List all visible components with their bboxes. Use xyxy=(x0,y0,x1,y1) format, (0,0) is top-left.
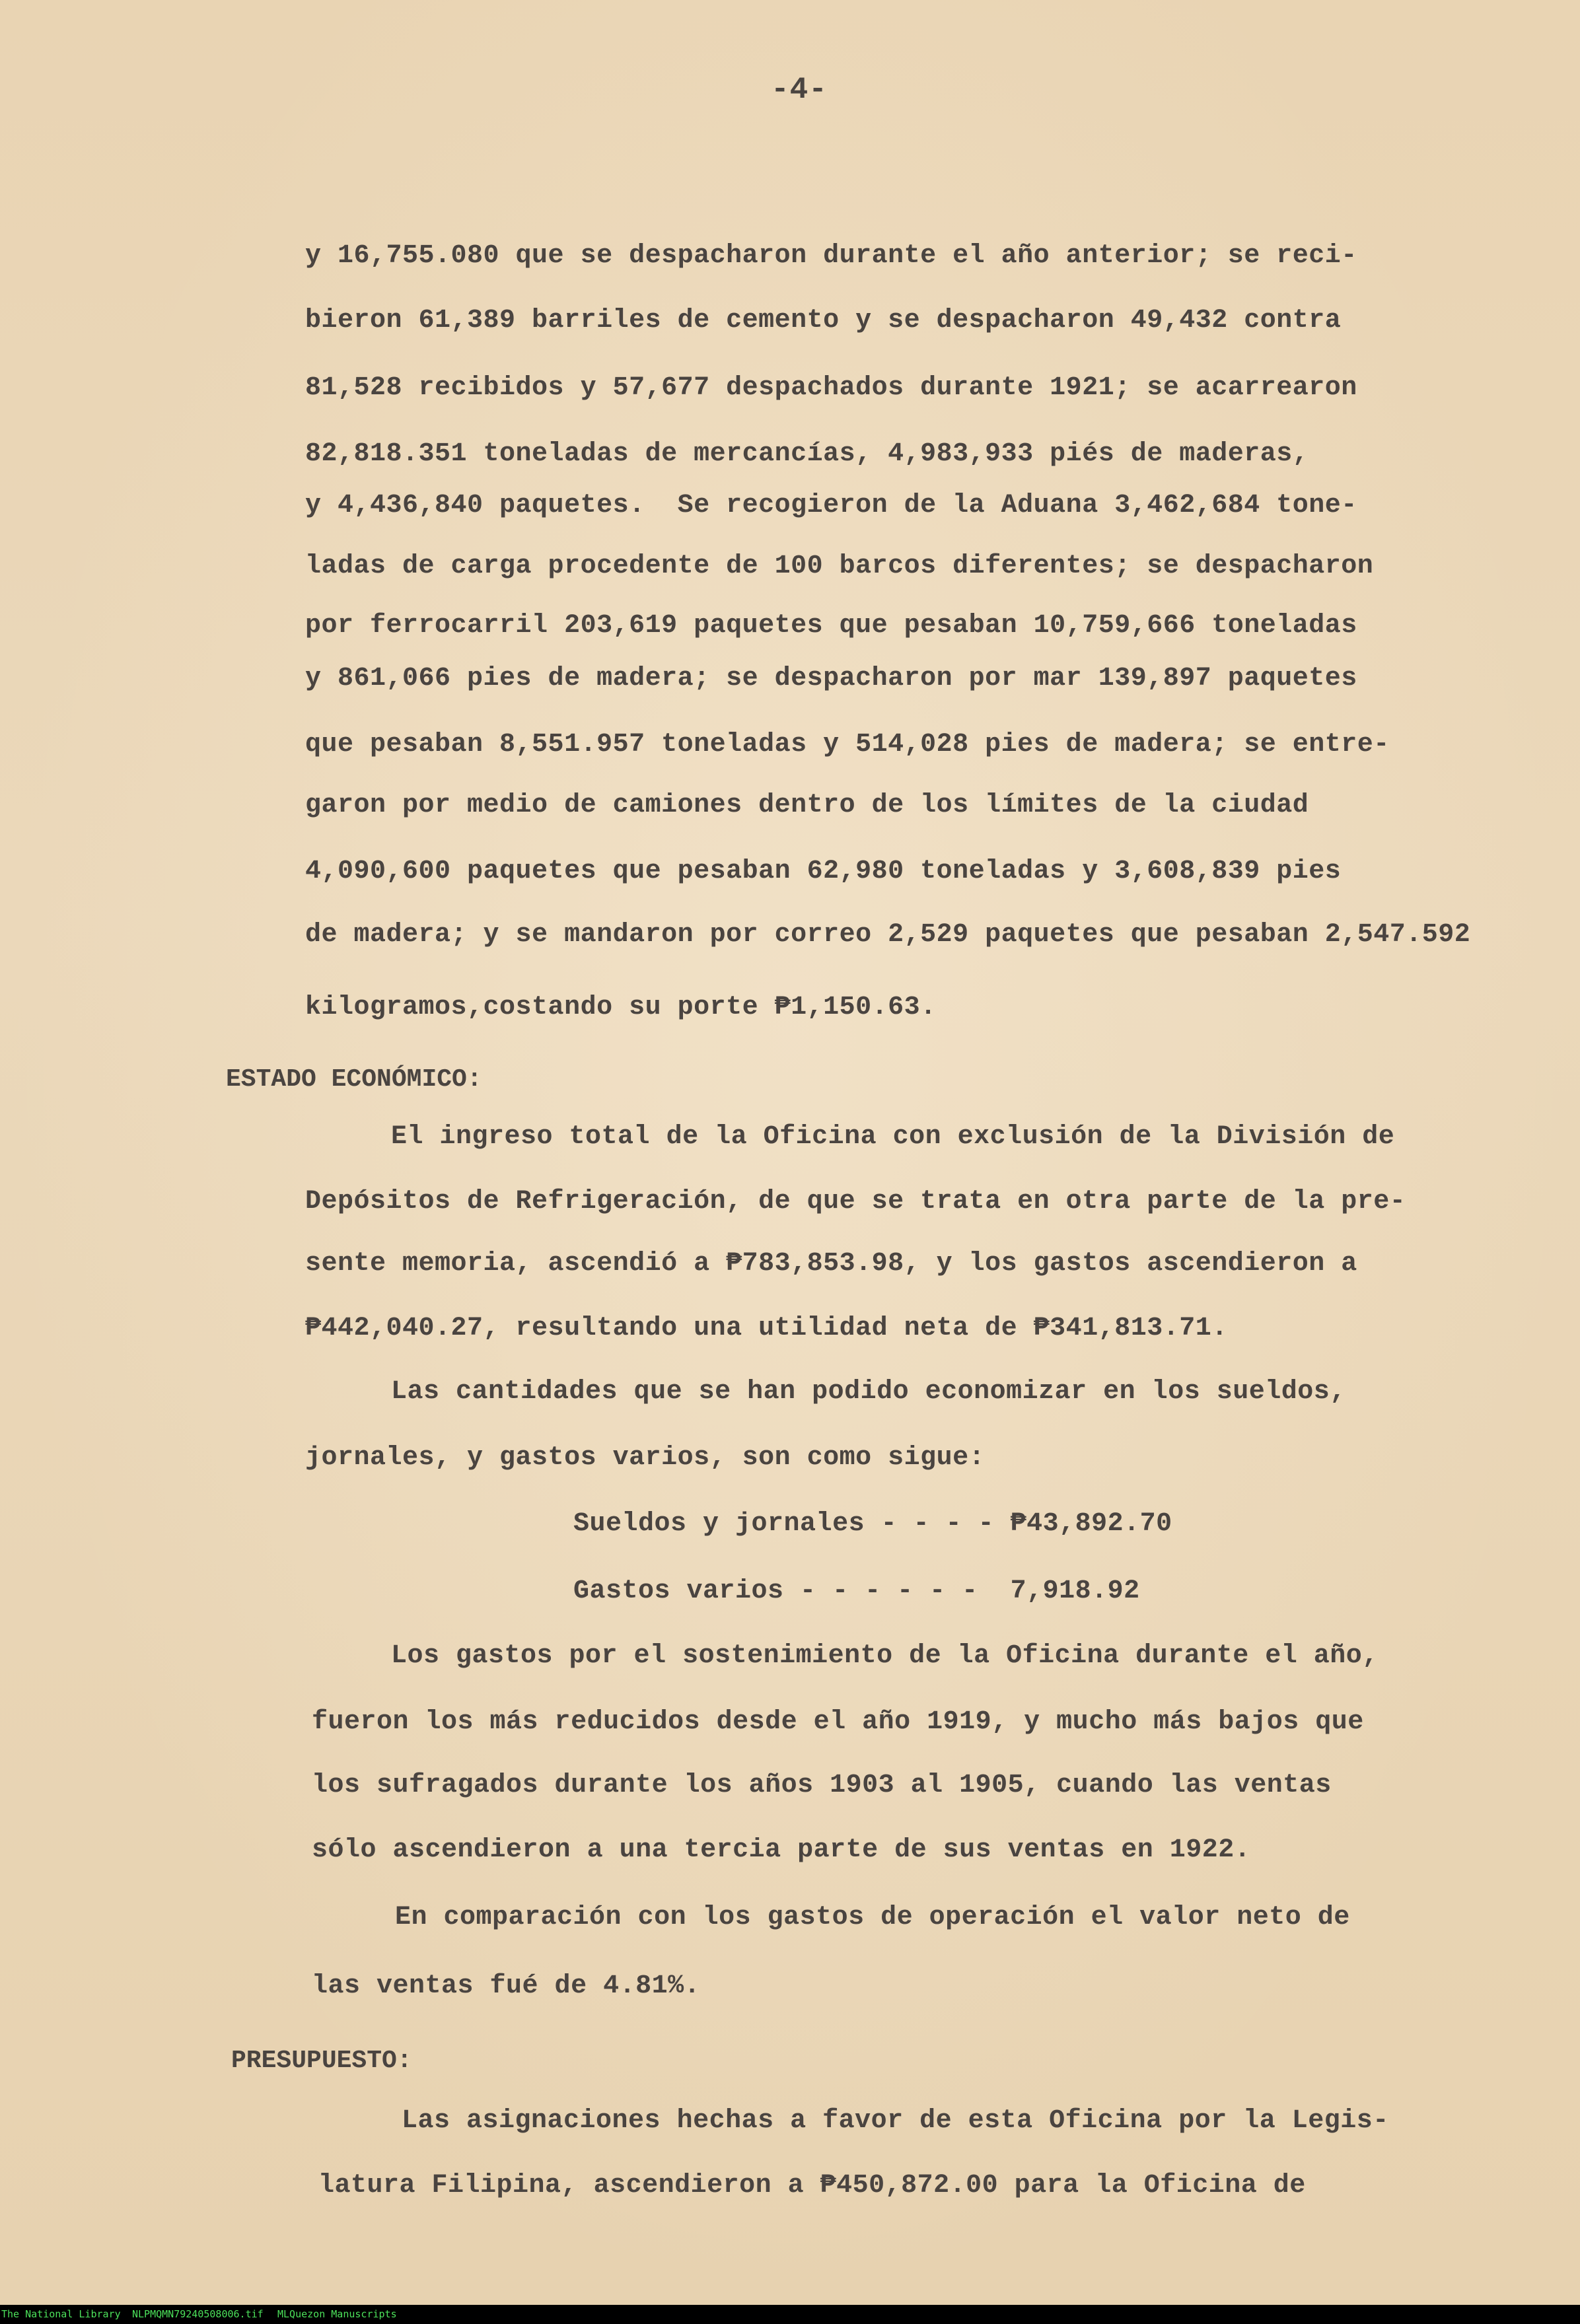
text-line: Depósitos de Refrigeración, de que se trata en otra parte de la pre- xyxy=(305,1187,1406,1216)
text-line: fueron los más reducidos desde el año 1919, y mucho más bajos que xyxy=(312,1707,1364,1737)
text-line: que pesaban 8,551.957 toneladas y 514,028 pies de madera; se entre- xyxy=(305,730,1390,759)
text-line: sólo ascendieron a una tercia parte de sus ventas en 1922. xyxy=(312,1835,1251,1865)
footer-library-name: The National Library xyxy=(1,2308,121,2320)
text-line: Los gastos por el sostenimiento de la Oficina durante el año, xyxy=(391,1641,1379,1671)
page-number: -4- xyxy=(771,73,828,107)
text-line: ladas de carga procedente de 100 barcos diferentes; se despacharon xyxy=(305,551,1374,581)
text-line: 81,528 recibidos y 57,677 despachados durante 1921; se acarrearon xyxy=(305,373,1357,403)
text-line: 4,090,600 paquetes que pesaban 62,980 toneladas y 3,608,839 pies xyxy=(305,857,1342,886)
text-line: Las asignaciones hechas a favor de esta Oficina por la Legis- xyxy=(402,2106,1389,2136)
text-line: y 4,436,840 paquetes. Se recogieron de la Aduana 3,462,684 tone- xyxy=(305,491,1357,520)
section-heading-estado-economico: ESTADO ECONÓMICO: xyxy=(226,1065,482,1094)
text-line: sente memoria, ascendió a ₱783,853.98, y los gastos ascendieron a xyxy=(305,1249,1357,1279)
footer-collection-name: MLQuezon Manuscripts xyxy=(277,2308,397,2320)
text-line: de madera; y se mandaron por correo 2,529 paquetes que pesaban 2,547.592 xyxy=(305,920,1471,950)
footer-file-name: NLPMQMN79240508006.tif xyxy=(132,2308,264,2320)
text-line: kilogramos,costando su porte ₱1,150.63. xyxy=(305,993,937,1022)
archive-footer-bar xyxy=(0,2305,1580,2324)
text-line: Las cantidades que se han podido economizar en los sueldos, xyxy=(391,1377,1346,1407)
text-line: por ferrocarril 203,619 paquetes que pesaban 10,759,666 toneladas xyxy=(305,611,1357,641)
section-heading-presupuesto: PRESUPUESTO: xyxy=(231,2047,412,2075)
text-line: 82,818.351 toneladas de mercancías, 4,983,933 piés de maderas, xyxy=(305,439,1309,469)
text-line: los sufragados durante los años 1903 al 1905, cuando las ventas xyxy=(312,1771,1332,1800)
text-line: bieron 61,389 barriles de cemento y se despacharon 49,432 contra xyxy=(305,306,1342,335)
text-line: jornales, y gastos varios, son como sigue: xyxy=(305,1443,986,1473)
text-line: El ingreso total de la Oficina con exclusión de la División de xyxy=(391,1122,1395,1152)
text-line: En comparación con los gastos de operación el valor neto de xyxy=(395,1903,1350,1932)
savings-line-gastos: Gastos varios - - - - - - 7,918.92 xyxy=(573,1576,1140,1606)
text-line: las ventas fué de 4.81%. xyxy=(312,1971,701,2001)
text-line: y 16,755.080 que se despacharon durante el año anterior; se reci- xyxy=(305,241,1357,271)
text-line: latura Filipina, ascendieron a ₱450,872.00 para la Oficina de xyxy=(318,2171,1306,2201)
text-line: y 861,066 pies de madera; se despacharon por mar 139,897 paquetes xyxy=(305,664,1357,693)
text-line: ₱442,040.27, resultando una utilidad neta de ₱341,813.71. xyxy=(305,1314,1228,1343)
savings-line-sueldos: Sueldos y jornales - - - - ₱43,892.70 xyxy=(573,1509,1172,1539)
text-line: garon por medio de camiones dentro de los límites de la ciudad xyxy=(305,791,1309,820)
